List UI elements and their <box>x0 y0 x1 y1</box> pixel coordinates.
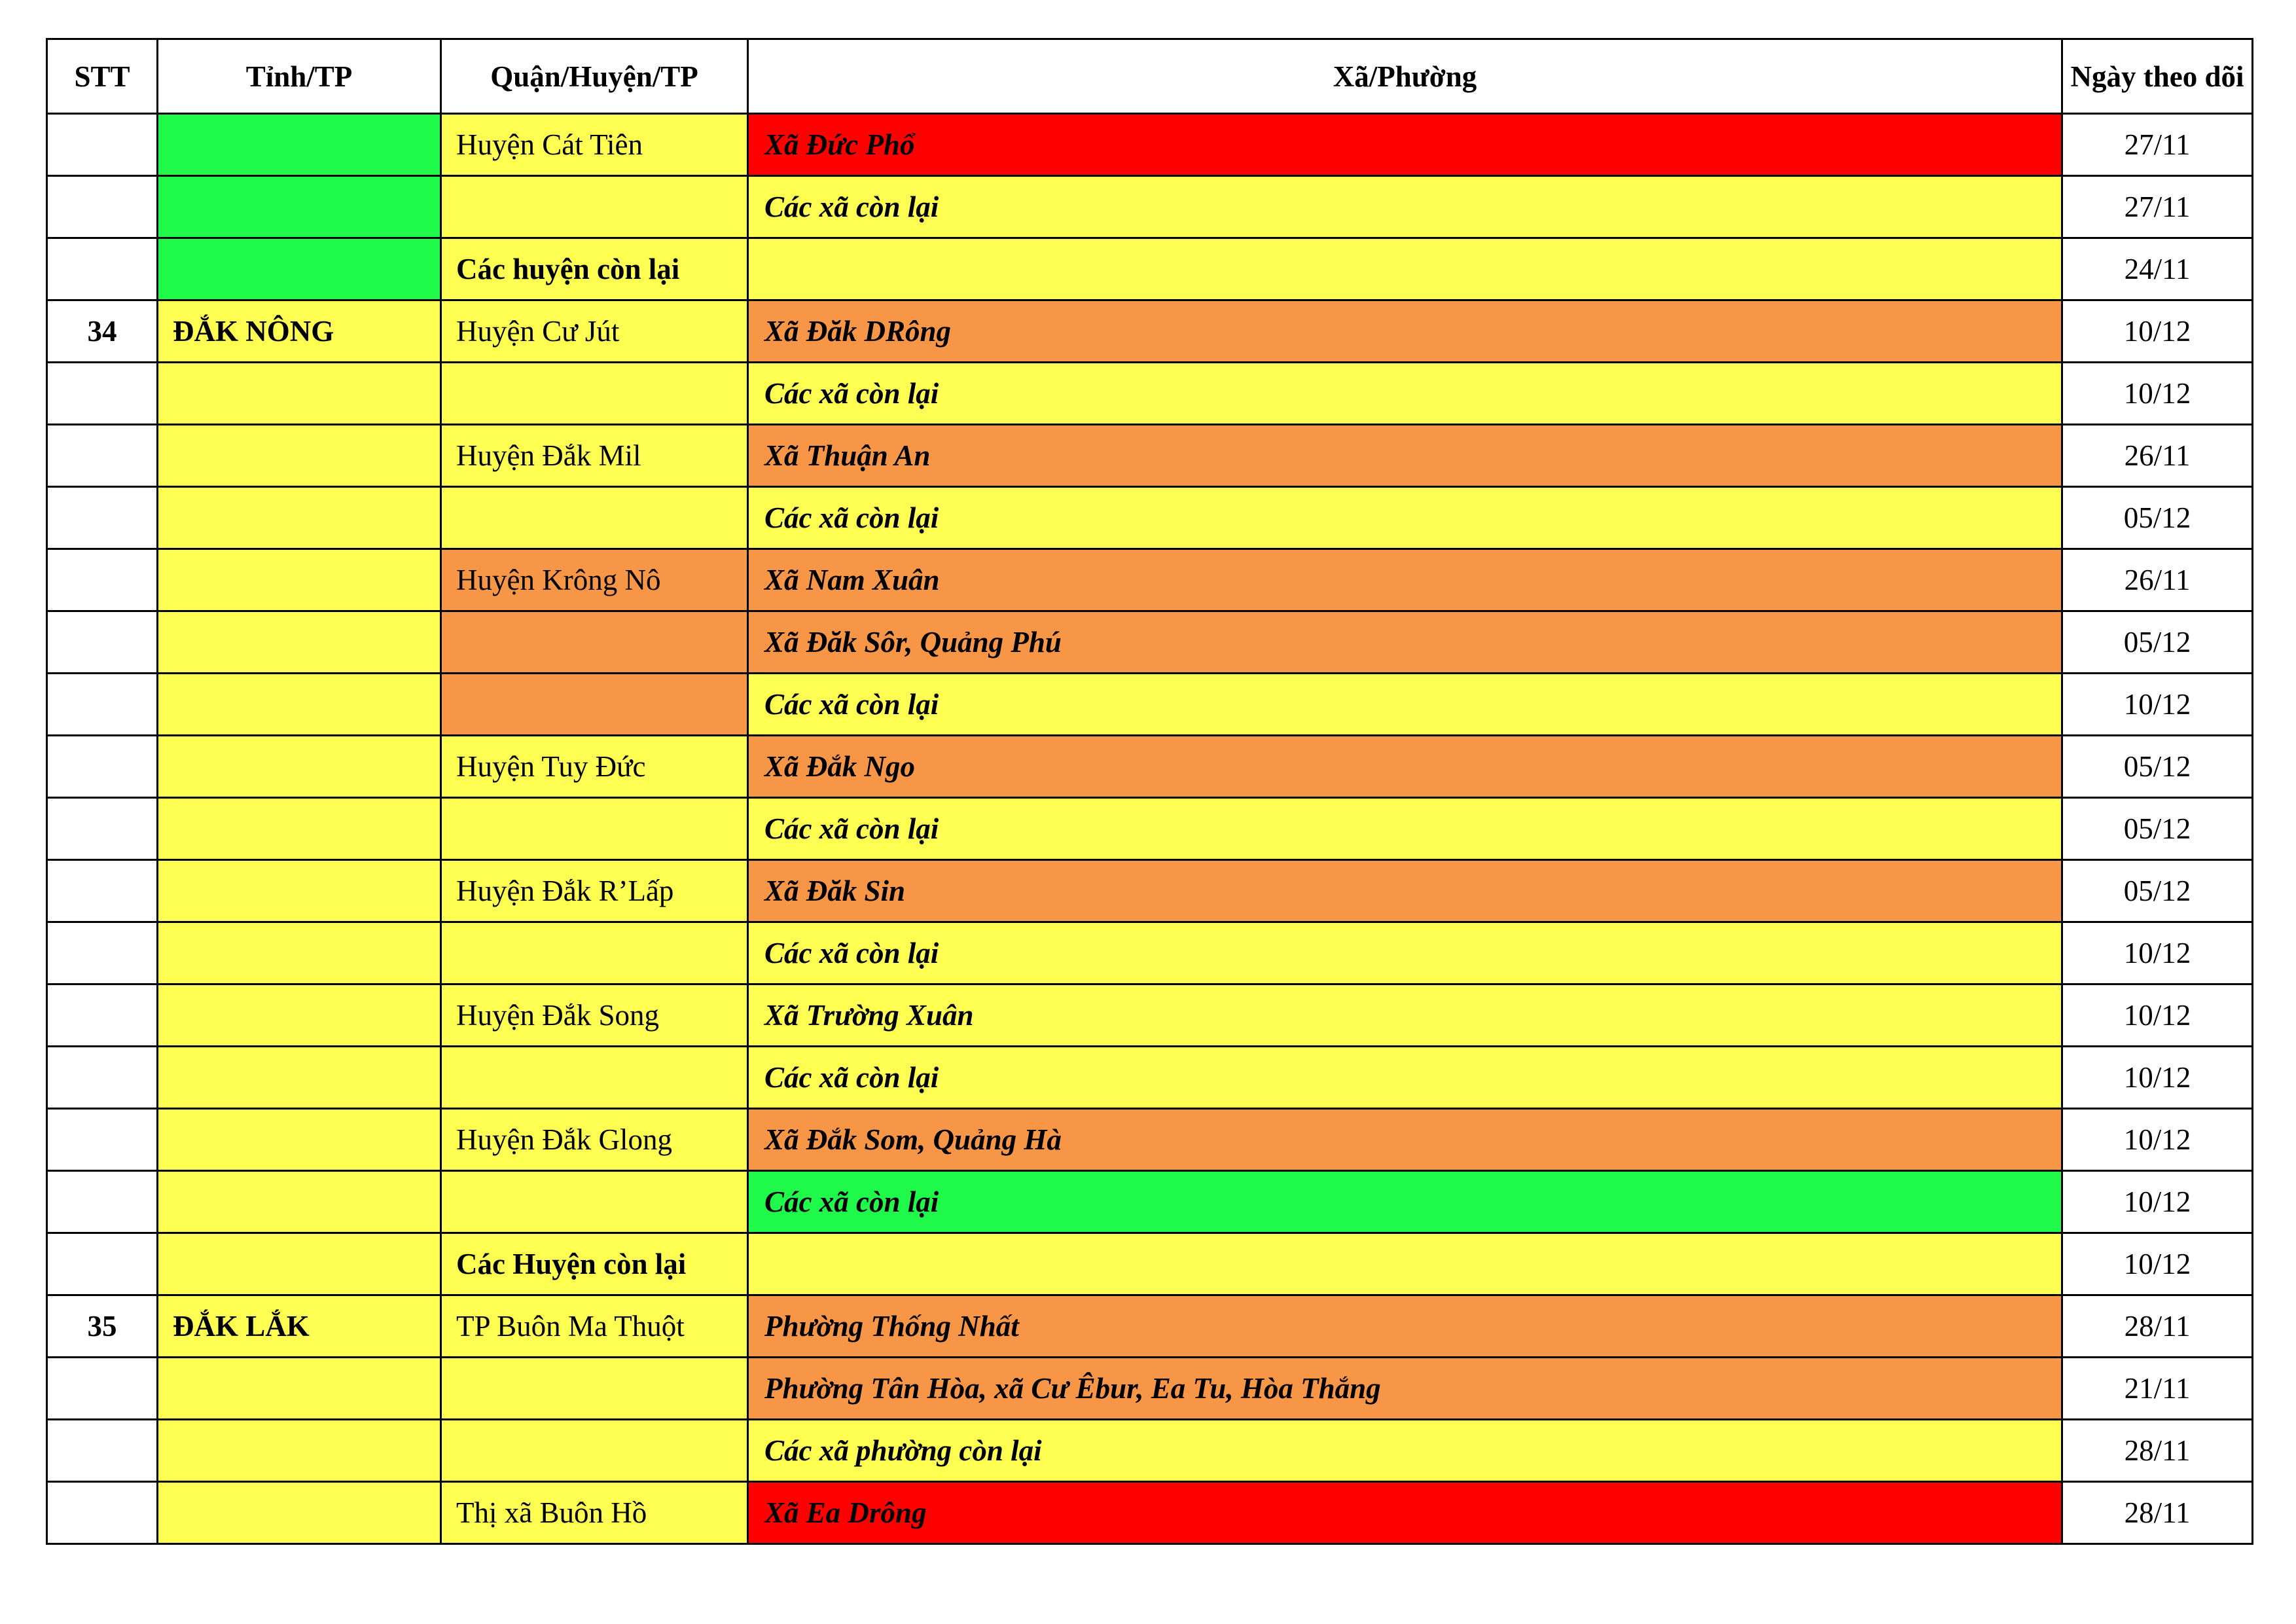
ward-cell: Các xã phường còn lại <box>748 1420 2062 1482</box>
stt-cell <box>47 238 158 300</box>
date-cell: 27/11 <box>2062 176 2253 238</box>
province-cell <box>158 363 441 425</box>
stt-cell <box>47 487 158 549</box>
date-cell: 10/12 <box>2062 1047 2253 1109</box>
stt-cell <box>47 425 158 487</box>
district-cell <box>441 1358 748 1420</box>
table-row <box>47 922 2253 984</box>
stt-cell: 35 <box>47 1295 158 1358</box>
table-row <box>47 860 2253 922</box>
table-row <box>47 984 2253 1047</box>
ward-cell: Các xã còn lại <box>748 922 2062 984</box>
table-row <box>47 611 2253 674</box>
stt-cell <box>47 736 158 798</box>
table-row <box>47 1482 2253 1544</box>
province-cell <box>158 1171 441 1233</box>
district-cell: TP Buôn Ma Thuột <box>441 1295 748 1358</box>
header-province: Tỉnh/TP <box>158 39 441 114</box>
ward-cell: Các xã còn lại <box>748 798 2062 860</box>
district-cell: Huyện Tuy Đức <box>441 736 748 798</box>
table-row <box>47 363 2253 425</box>
district-cell <box>441 1171 748 1233</box>
district-cell: Các Huyện còn lại <box>441 1233 748 1295</box>
province-cell <box>158 1047 441 1109</box>
date-cell: 26/11 <box>2062 425 2253 487</box>
province-cell <box>158 674 441 736</box>
header-row <box>47 39 2253 114</box>
district-cell <box>441 674 748 736</box>
ward-cell: Xã Đăk DRông <box>748 300 2062 363</box>
date-cell: 10/12 <box>2062 984 2253 1047</box>
stt-cell <box>47 798 158 860</box>
province-cell <box>158 1233 441 1295</box>
province-cell <box>158 549 441 611</box>
stt-cell <box>47 1420 158 1482</box>
table-row <box>47 1295 2253 1358</box>
ward-cell: Xã Đắk Ngo <box>748 736 2062 798</box>
ward-cell: Xã Đắk Som, Quảng Hà <box>748 1109 2062 1171</box>
date-cell: 28/11 <box>2062 1295 2253 1358</box>
ward-cell: Các xã còn lại <box>748 176 2062 238</box>
stt-cell <box>47 1047 158 1109</box>
ward-cell: Xã Trường Xuân <box>748 984 2062 1047</box>
district-cell: Thị xã Buôn Hồ <box>441 1482 748 1544</box>
province-cell <box>158 1482 441 1544</box>
stt-cell <box>47 176 158 238</box>
district-cell <box>441 487 748 549</box>
ward-cell: Các xã còn lại <box>748 674 2062 736</box>
date-cell: 24/11 <box>2062 238 2253 300</box>
ward-cell: Xã Ea Drông <box>748 1482 2062 1544</box>
date-cell: 26/11 <box>2062 549 2253 611</box>
date-cell: 10/12 <box>2062 674 2253 736</box>
province-cell: ĐẮK LẮK <box>158 1295 441 1358</box>
date-cell: 27/11 <box>2062 114 2253 176</box>
district-cell: Huyện Cư Jút <box>441 300 748 363</box>
table-row <box>47 1420 2253 1482</box>
province-cell <box>158 238 441 300</box>
date-cell: 05/12 <box>2062 860 2253 922</box>
ward-cell: Xã Đăk Sôr, Quảng Phú <box>748 611 2062 674</box>
table-row <box>47 1047 2253 1109</box>
district-cell <box>441 611 748 674</box>
table-row <box>47 674 2253 736</box>
province-cell <box>158 984 441 1047</box>
ward-cell <box>748 1233 2062 1295</box>
table-row <box>47 1109 2253 1171</box>
table-row <box>47 176 2253 238</box>
stt-cell <box>47 922 158 984</box>
date-cell: 28/11 <box>2062 1482 2253 1544</box>
stt-cell <box>47 1171 158 1233</box>
province-cell <box>158 1358 441 1420</box>
province-cell <box>158 425 441 487</box>
header-ward: Xã/Phường <box>748 39 2062 114</box>
district-cell <box>441 1420 748 1482</box>
stt-cell <box>47 674 158 736</box>
stt-cell <box>47 363 158 425</box>
table-row <box>47 736 2253 798</box>
stt-cell: 34 <box>47 300 158 363</box>
table-row <box>47 425 2253 487</box>
table-row <box>47 1233 2253 1295</box>
district-cell: Các huyện còn lại <box>441 238 748 300</box>
district-cell: Huyện Đắk R’Lấp <box>441 860 748 922</box>
province-cell <box>158 860 441 922</box>
stt-cell <box>47 1109 158 1171</box>
date-cell: 10/12 <box>2062 300 2253 363</box>
ward-cell: Phường Thống Nhất <box>748 1295 2062 1358</box>
district-cell: Huyện Cát Tiên <box>441 114 748 176</box>
date-cell: 05/12 <box>2062 487 2253 549</box>
table-header <box>47 39 2253 114</box>
district-cell <box>441 922 748 984</box>
table-row <box>47 549 2253 611</box>
ward-cell: Xã Đăk Sin <box>748 860 2062 922</box>
province-cell <box>158 487 441 549</box>
date-cell: 05/12 <box>2062 611 2253 674</box>
table-row <box>47 300 2253 363</box>
table-row <box>47 114 2253 176</box>
ward-cell: Phường Tân Hòa, xã Cư Êbur, Ea Tu, Hòa Thắng <box>748 1358 2062 1420</box>
district-cell: Huyện Đắk Mil <box>441 425 748 487</box>
table-body <box>47 114 2253 1544</box>
date-cell: 10/12 <box>2062 363 2253 425</box>
date-cell: 05/12 <box>2062 736 2253 798</box>
district-cell <box>441 176 748 238</box>
header-district: Quận/Huyện/TP <box>441 39 748 114</box>
ward-cell: Xã Đức Phổ <box>748 114 2062 176</box>
stt-cell <box>47 860 158 922</box>
header-date: Ngày theo dõi <box>2062 39 2253 114</box>
stt-cell <box>47 1482 158 1544</box>
district-cell <box>441 798 748 860</box>
ward-cell <box>748 238 2062 300</box>
province-cell <box>158 798 441 860</box>
ward-cell: Xã Nam Xuân <box>748 549 2062 611</box>
province-cell <box>158 176 441 238</box>
header-stt: STT <box>47 39 158 114</box>
district-cell <box>441 363 748 425</box>
stt-cell <box>47 1233 158 1295</box>
risk-level-table <box>46 38 2253 1545</box>
district-cell: Huyện Đắk Glong <box>441 1109 748 1171</box>
table-row <box>47 487 2253 549</box>
ward-cell: Các xã còn lại <box>748 363 2062 425</box>
province-cell <box>158 736 441 798</box>
table-row <box>47 238 2253 300</box>
table-row <box>47 798 2253 860</box>
table-row <box>47 1171 2253 1233</box>
stt-cell <box>47 984 158 1047</box>
date-cell: 05/12 <box>2062 798 2253 860</box>
stt-cell <box>47 549 158 611</box>
stt-cell <box>47 114 158 176</box>
province-cell <box>158 611 441 674</box>
table-row <box>47 1358 2253 1420</box>
date-cell: 21/11 <box>2062 1358 2253 1420</box>
district-cell: Huyện Krông Nô <box>441 549 748 611</box>
district-cell: Huyện Đắk Song <box>441 984 748 1047</box>
district-cell <box>441 1047 748 1109</box>
province-cell <box>158 114 441 176</box>
date-cell: 10/12 <box>2062 922 2253 984</box>
province-cell <box>158 922 441 984</box>
stt-cell <box>47 611 158 674</box>
province-cell <box>158 1420 441 1482</box>
date-cell: 10/12 <box>2062 1233 2253 1295</box>
date-cell: 10/12 <box>2062 1171 2253 1233</box>
province-cell: ĐẮK NÔNG <box>158 300 441 363</box>
ward-cell: Các xã còn lại <box>748 1047 2062 1109</box>
ward-cell: Xã Thuận An <box>748 425 2062 487</box>
date-cell: 10/12 <box>2062 1109 2253 1171</box>
date-cell: 28/11 <box>2062 1420 2253 1482</box>
ward-cell: Các xã còn lại <box>748 1171 2062 1233</box>
ward-cell: Các xã còn lại <box>748 487 2062 549</box>
stt-cell <box>47 1358 158 1420</box>
province-cell <box>158 1109 441 1171</box>
